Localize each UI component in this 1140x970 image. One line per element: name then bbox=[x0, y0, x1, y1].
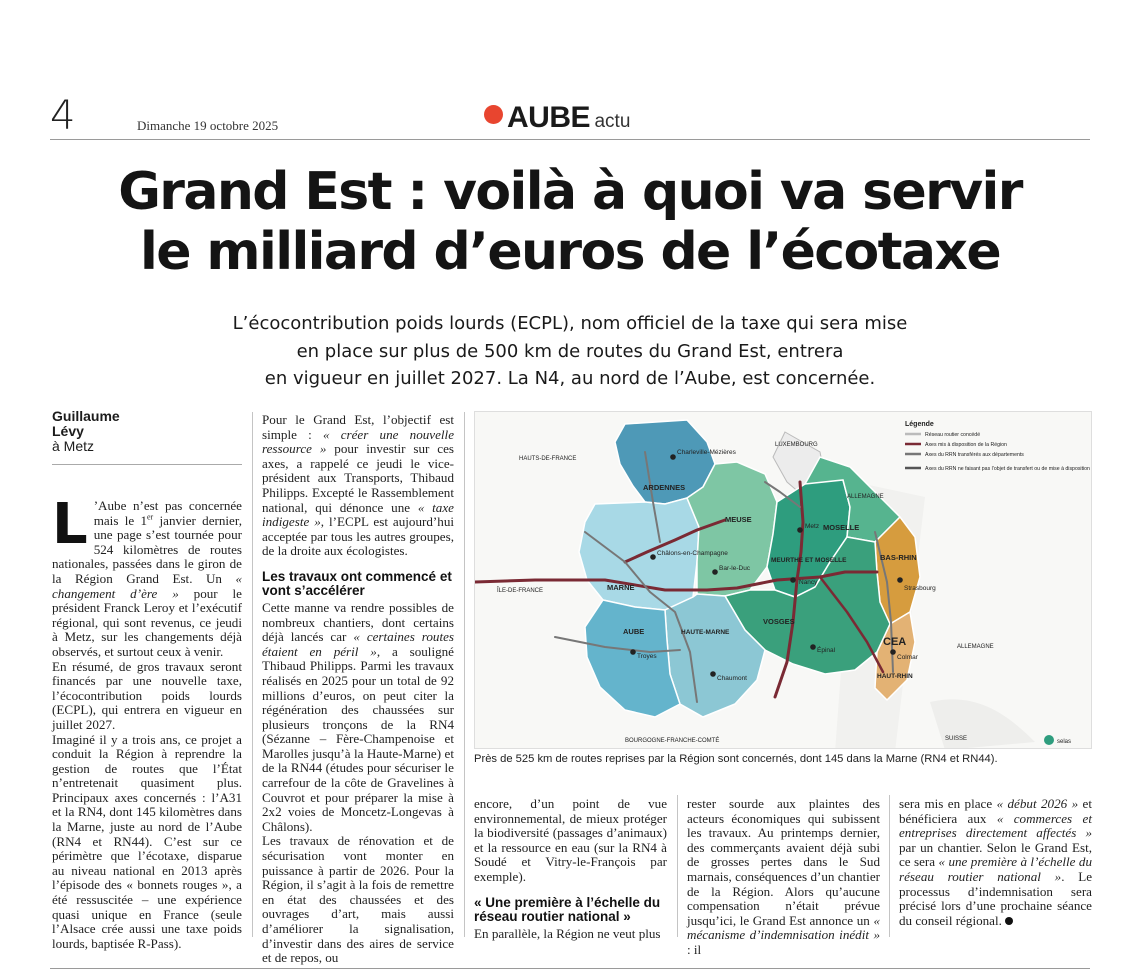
source-label: selas bbox=[1057, 739, 1072, 745]
city-label-nancy: Nancy bbox=[799, 579, 818, 586]
city-label-charleville: Charleville-Mézières bbox=[677, 449, 736, 456]
paragraph: L ’Aube n’est pas concernée mais le 1er janvier dernier, une page s’est tournée pour 524 kilomètres de routes nationales, passées dans le giron de la Région Grand Est. Un « changement d’ère » pour le président Franck Leroy et l’exécutif régional, qui sont revenus, ce jeudi à Metz, sur les changements déjà observés, et surtout ceux à venir. bbox=[52, 492, 242, 659]
article-column-2 bbox=[262, 413, 454, 966]
paragraph: En résumé, de gros travaux seront financés par une nouvelle taxe, l’écocontribution poids lourds (ECPL), qui entrera en vigueur en juillet 2027. bbox=[52, 658, 242, 732]
city-label-troyes: Troyes bbox=[637, 653, 657, 660]
city-label-barleduc: Bar-le-Duc bbox=[719, 565, 751, 572]
intertitle: Les travaux ont commencé et vont s’accélérer bbox=[262, 568, 452, 598]
label-haut-rhin: HAUT-RHIN bbox=[877, 673, 913, 680]
drop-cap: L bbox=[52, 492, 88, 557]
city-label-metz: Metz bbox=[805, 523, 820, 530]
label-ardennes: ARDENNES bbox=[643, 483, 686, 492]
label-suisse: SUISSE bbox=[945, 736, 968, 742]
column-rule bbox=[677, 795, 678, 937]
paragraph: Pour le Grand Est, l’objectif est simple : « créer une nouvelle ressource » pour investir sur ces axes, a rappelé ce jeudi le vice-président aux Transports, Thibaud Philipps. Excepté le Rassemblement national, qui dénonce une « taxe indigeste », l’ECPL est aujourd’hui acceptée par tous les autres groupes, de la droite aux écologistes. bbox=[262, 412, 455, 559]
column-rule bbox=[889, 795, 890, 937]
label-meurthe-et-moselle: MEURTHE ET MOSELLE bbox=[771, 557, 847, 564]
city-colmar-dot bbox=[890, 649, 896, 655]
headline bbox=[40, 162, 1100, 282]
page-number: 4 bbox=[50, 93, 76, 139]
city-chaumont-dot bbox=[710, 671, 716, 677]
legend-item-1: Réseau routier concédé bbox=[925, 432, 981, 438]
author-first-name: Guillaume bbox=[52, 408, 120, 424]
city-nancy-dot bbox=[790, 577, 796, 583]
author-last-name: Lévy bbox=[52, 423, 84, 439]
city-label-chaumont: Chaumont bbox=[717, 675, 747, 682]
legend-title: Légende bbox=[905, 421, 934, 428]
city-label-chalons: Châlons-en-Champagne bbox=[657, 550, 728, 557]
map-caption: Près de 525 km de routes reprises par la Région sont concernés, dont 145 dans la Marne (RN4 et RN44). bbox=[474, 753, 998, 765]
source-logo-icon bbox=[1044, 735, 1054, 745]
city-charleville-dot bbox=[670, 454, 676, 460]
paragraph: rester sourde aux plaintes des acteurs économiques qui subissent les travaux. Au printemps dernier, des commerçants avaient déjà subi de grosses pertes dans le Sud marnais, conséquences d’un chantier de la Région. Alors qu’aucune compensation n’était prévue jusqu’ici, le Grand Est annonce un « mécanisme d’indemnisation inédit » : il bbox=[687, 796, 880, 957]
label-haute-marne: HAUTE-MARNE bbox=[681, 629, 730, 636]
intertitle: « Une première à l’échelle du réseau routier national » bbox=[474, 894, 661, 924]
headline-line-2: le milliard d’euros de l’écotaxe bbox=[140, 222, 1000, 282]
legend-item-2: Axes mis à disposition de la Région bbox=[925, 442, 1007, 448]
paragraph: sera mis en place « début 2026 » et bénéficiera aux « commerces et entreprises directement affectés » par un chantier. Selon le Grand Est, ce sera « une première à l’échelle du réseau routier national ». Le processus d’indemnisation sera précisé lors d’une prochaine séance du conseil régional. bbox=[899, 796, 1093, 928]
city-metz-dot bbox=[797, 527, 803, 533]
article-column-5 bbox=[899, 797, 1092, 928]
standfirst-line-1: L’écocontribution poids lourds (ECPL), nom officiel de la taxe qui sera mise bbox=[232, 313, 908, 334]
map-svg bbox=[475, 412, 1092, 749]
city-epinal-dot bbox=[810, 644, 816, 650]
city-chalons-dot bbox=[650, 554, 656, 560]
bottom-rule bbox=[50, 968, 1090, 969]
standfirst bbox=[170, 310, 970, 393]
label-hauts-de-france: HAUTS-DE-FRANCE bbox=[519, 456, 577, 462]
city-label-epinal: Épinal bbox=[817, 647, 836, 654]
city-troyes-dot bbox=[630, 649, 636, 655]
label-allemagne-east: ALLEMAGNE bbox=[957, 644, 994, 650]
city-barleduc-dot bbox=[712, 569, 718, 575]
headline-line-1: Grand Est : voilà à quoi va servir bbox=[118, 162, 1022, 222]
column-rule bbox=[252, 412, 253, 937]
paragraph: encore, d’un point de vue environnemental, de mieux protéger la biodiversité (passages d’animaux) et la ressource en eau (sur la RN4 à Soudé et Vitry-le-François par exemple). bbox=[474, 796, 667, 884]
label-ile-de-france: ÎLE-DE-FRANCE bbox=[497, 588, 544, 594]
paragraph: Cette manne va rendre possibles de nombreux chantiers, dont certains déjà lancés car « certaines routes étaient en péril », a souligné Thibaud Philipps. Parmi les travaux réalisés en 2025 pour un total de 92 millions d’euros, on peut citer la régénération des chaussées sur plusieurs tronçons de la RN4 (Sézanne – Fère-Champenoise et Marolles jusqu’à la Haute-Marne) et de la RN44 (études pour sécuriser le carrefour de la côte de Gravelines à Couvrot et pour préparer la mise à 2x2 voies de Moncetz-Longevas à Châlons). bbox=[262, 599, 454, 834]
legend-item-4: Axes du RRN ne faisant pas l’objet de transfert ou de mise à disposition bbox=[925, 466, 1090, 472]
standfirst-line-2: en place sur plus de 500 km de routes du Grand Est, entrera bbox=[296, 340, 844, 362]
article-column-3 bbox=[474, 797, 667, 941]
rubric-dot-icon bbox=[484, 105, 503, 124]
article-column-4 bbox=[687, 797, 880, 958]
label-cea: CEA bbox=[883, 636, 907, 648]
label-bourgogne-franche-comte: BOURGOGNE-FRANCHE-COMTÉ bbox=[625, 738, 720, 744]
issue-date: Dimanche 19 octobre 2025 bbox=[137, 118, 279, 133]
rubric-sub: actu bbox=[594, 111, 631, 132]
label-moselle: MOSELLE bbox=[823, 523, 860, 532]
paragraph: En parallèle, la Région ne veut plus bbox=[474, 925, 661, 941]
label-allemagne-north: ALLEMAGNE bbox=[847, 494, 884, 500]
byline-location: à Metz bbox=[52, 438, 95, 454]
column-rule bbox=[464, 412, 465, 937]
label-luxembourg: LUXEMBOURG bbox=[775, 442, 818, 448]
city-strasbourg-dot bbox=[897, 577, 903, 583]
label-meuse: MEUSE bbox=[725, 515, 752, 524]
section-rubric bbox=[484, 101, 630, 135]
region-map bbox=[474, 411, 1092, 749]
standfirst-line-3: en vigueur en juillet 2027. La N4, au nord de l’Aube, est concernée. bbox=[264, 368, 876, 389]
article-column-1 bbox=[52, 492, 242, 951]
label-aube: AUBE bbox=[623, 627, 645, 636]
rubric-main: AUBE bbox=[507, 101, 591, 134]
paragraph: Les travaux de rénovation et de sécurisation vont monter en puissance à partir de 2026. Pour la Région, il s’agit à la fois de remettre en état des chaussées et des ouvrages d’art, mais aussi d’améliorer la signalisation, d’investir dans des aires de service et de repos, ou bbox=[262, 833, 454, 966]
label-vosges: VOSGES bbox=[763, 617, 795, 626]
legend-item-3: Axes du RRN transférés aux départements bbox=[925, 452, 1024, 458]
page-header bbox=[50, 95, 1090, 140]
city-label-strasbourg: Strasbourg bbox=[904, 585, 936, 592]
city-label-colmar: Colmar bbox=[897, 654, 918, 661]
label-bas-rhin: BAS-RHIN bbox=[880, 553, 917, 562]
byline bbox=[52, 409, 242, 465]
paragraph: Imaginé il y a trois ans, ce projet a conduit la Région à reprendre la gestion de routes que l’État n’entretenait quasiment plus. Principaux axes concernés : l’A31 et la RN4, dont 145 kilomètres dans la Marne, juste au nord de l’Aube (RN4 et RN44). C’est sur ce périmètre que l’écotaxe, disparue au niveau national en 2013 après l’épisode des « bonnets rouges », a été ressuscitée – une expérience quasi unique en France (seule l’Alsace crée aussi une taxe poids lourds, baptisée R-Pass). bbox=[52, 731, 242, 951]
label-marne: MARNE bbox=[607, 583, 635, 592]
end-of-article-icon bbox=[1005, 917, 1013, 925]
